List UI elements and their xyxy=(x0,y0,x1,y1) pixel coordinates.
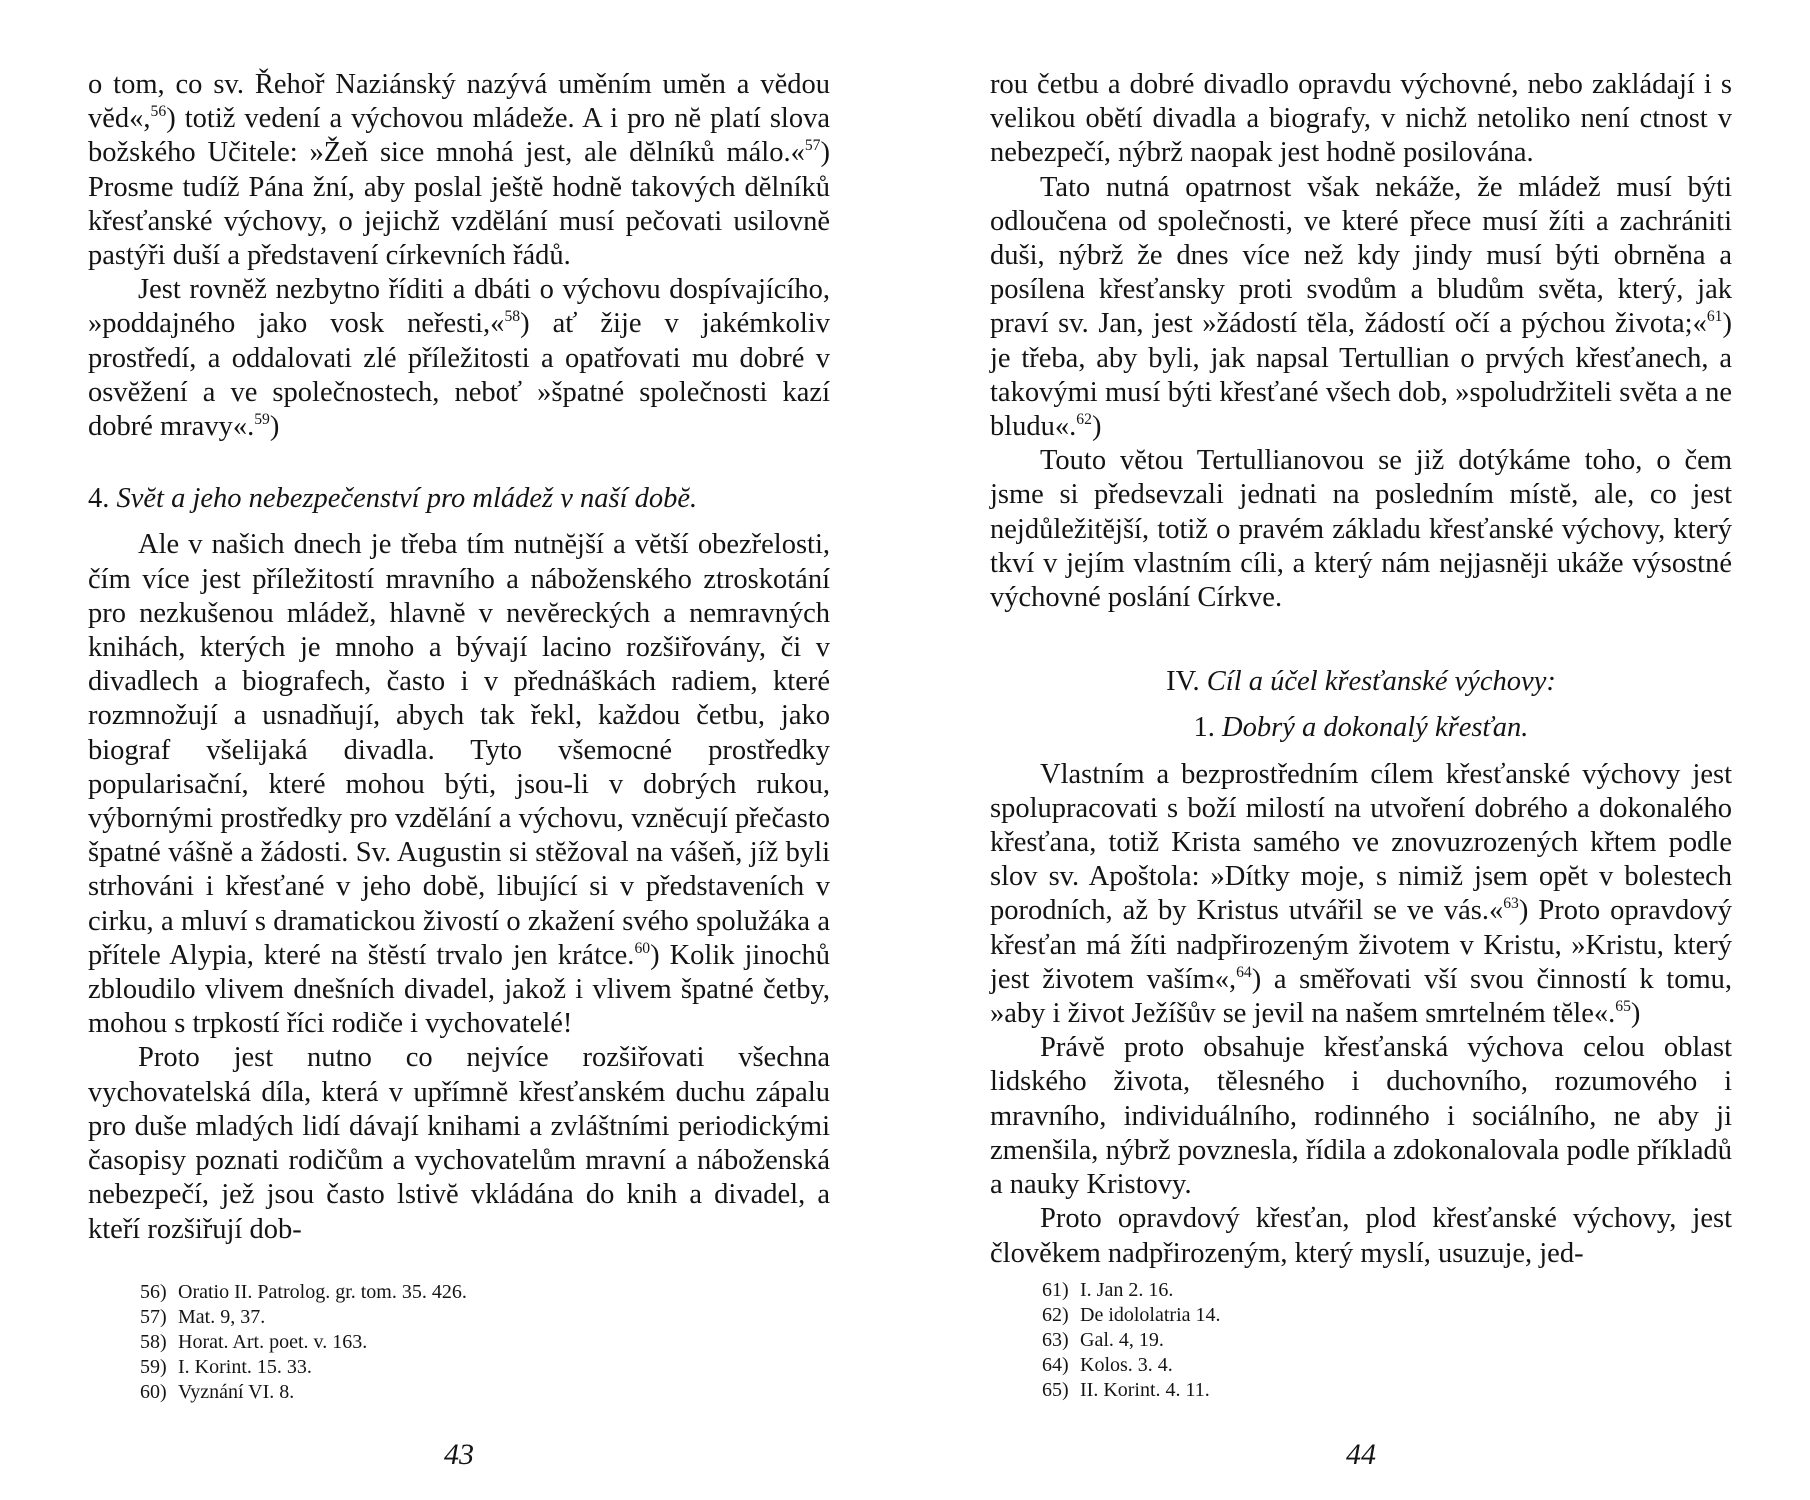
text-run: ) Prosme tudíž Pána žní, aby poslal ještĕ hodnĕ takových dĕlníků křesťanské výchovy, o jejichž vzdĕlání musí pečovati usilovnĕ pastýři duší a představení církevních řádů. xyxy=(88,137,830,272)
left-paragraphs-after xyxy=(88,528,830,1246)
text-run: rou četbu a dobré divadlo opravdu výchovné, nebo zakládají i s velikou obĕtí divadla a biografy, v nichž netoliko není ctnost v nebezpečí, nýbrž naopak jest hodnĕ posilována. xyxy=(990,69,1732,169)
footnote-mark: 56) xyxy=(140,1281,167,1303)
part-heading-iv xyxy=(990,665,1732,699)
footnote-reference: 59 xyxy=(254,411,270,429)
footnote xyxy=(140,1355,740,1380)
text-run: Jest rovnĕž nezbytno říditi a dbáti o výchovu dospívajícího, »poddajného jako vosk neřesti,« xyxy=(88,274,830,340)
footnote-text: II. Korint. 4. 11. xyxy=(1080,1379,1210,1401)
paragraph xyxy=(990,171,1732,445)
text-run: ) totiž vedení a výchovou mládeže. A i pro nĕ platí slova božského Učitele: »Žeň sice mnohá jest, ale dĕlníků málo.« xyxy=(88,103,830,169)
text-run: ) a smĕřovati vší svou činností k tomu, »aby i život Ježíšův se jevil na našem smrtelném tĕle«. xyxy=(990,963,1732,1030)
text-run: ) xyxy=(1091,411,1102,443)
paragraph xyxy=(88,528,830,1041)
page-number: 44 xyxy=(1346,1438,1376,1471)
paragraph xyxy=(990,444,1732,615)
footnote xyxy=(1042,1303,1642,1328)
footnote-mark: 64) xyxy=(1042,1354,1069,1376)
text-run: Vlastním a bezprostředním cílem křesťanské výchovy jest spolupracovati s boží milostí na utvoření dobrého a dokonalého křesťana, totiž Krista samého ve znovuzrozených křtem podle slov sv. Apoštola: »Dítky moje, s nimiž jsem opĕt v bolestech porodních, až by Kristus utvářil se ve vás.« xyxy=(990,758,1732,927)
footnote xyxy=(140,1330,740,1355)
text-run: Proto jest nutno co nejvíce rozšiřovati všechna vychovatelská díla, která v upřímnĕ křesťanském duchu zápalu pro duše mladých lidí dávají knihami a zvláštními periodickými časopisy poznati rodičům a vychovatelům mravní a náboženská nebezpečí, jež jsou často lstivĕ vkládána do knih a divadel, a kteří rozšiřují dob- xyxy=(88,1042,830,1245)
section-number: 4. xyxy=(88,483,110,515)
section-title: Svĕt a jeho nebezpečenství pro mládež v naší dobĕ. xyxy=(116,483,698,515)
left-paragraphs xyxy=(88,68,830,444)
footnote-mark: 60) xyxy=(140,1381,167,1403)
footnote-mark: 58) xyxy=(140,1331,167,1353)
page-44 xyxy=(990,0,1732,1500)
paragraph xyxy=(88,273,830,444)
right-paragraphs-after xyxy=(990,758,1732,1271)
page-43 xyxy=(88,0,830,1500)
footnote-text: Vyznání VI. 8. xyxy=(178,1381,295,1403)
footnote-text: Gal. 4, 19. xyxy=(1080,1329,1164,1351)
footnote-reference: 63 xyxy=(1503,895,1519,913)
text-run: ) je třeba, aby byli, jak napsal Tertullian o prvých křesťanech, a takovými musí býti křesťané všech dob, »spoludržiteli svĕta a ne bludu«. xyxy=(990,308,1732,443)
footnote-reference: 58 xyxy=(504,308,521,326)
left-footnotes xyxy=(140,1280,740,1405)
text-run: Právĕ proto obsahuje křesťanská výchova celou oblast lidského života, tĕlesného i duchovního, rozumového i mravního, individuálního, rodinného i sociálního, ne aby ji zmenšila, nýbrž povznesla, řídila a zdokonalovala podle příkladů a nauky Kristovy. xyxy=(990,1032,1732,1201)
text-run: ) xyxy=(269,411,280,443)
footnote-reference: 60 xyxy=(634,939,651,957)
footnote-reference: 64 xyxy=(1236,963,1252,981)
part-number: IV. xyxy=(1166,666,1200,698)
footnote xyxy=(1042,1278,1642,1303)
paragraph xyxy=(990,1202,1732,1270)
footnote-text: Kolos. 3. 4. xyxy=(1080,1354,1173,1376)
section-heading-4 xyxy=(88,482,830,516)
footnote xyxy=(1042,1378,1642,1403)
footnote-reference: 57 xyxy=(804,137,821,155)
paragraph xyxy=(990,1031,1732,1202)
text-run: Tato nutná opatrnost však nekáže, že mládež musí býti odloučena od společnosti, ve které přece musí žíti a zachrániti duši, nýbrž že dnes více než kdy jindy musí býti obrnĕna a posílena křesťansky proti svodům a bludům svĕta, který, jak praví sv. Jan, jest »žádostí tĕla, žádostí očí a pýchou života;« xyxy=(990,171,1732,340)
text-run: ) xyxy=(1630,998,1641,1030)
text-run: Touto vĕtou Tertullianovou se již dotýkáme toho, o čem jsme si předsevzali jednati na posledním místĕ, ale, co jest nejdůležitĕjší, totiž o pravém základu křesťanské výchovy, který tkví v jejím vlastním cíli, a který nám nejjasnĕji ukáže výsostné výchovné poslání Církve. xyxy=(990,445,1732,614)
sub-heading-1 xyxy=(990,711,1732,745)
footnote-mark: 57) xyxy=(140,1306,167,1328)
paragraph xyxy=(990,68,1732,171)
footnote xyxy=(1042,1328,1642,1353)
footnote-text: Horat. Art. poet. v. 163. xyxy=(178,1331,368,1353)
text-run: Proto opravdový křesťan, plod křesťanské výchovy, jest člověkem nadpřirozeným, který myslí, usuzuje, jed- xyxy=(990,1203,1732,1269)
footnote-mark: 65) xyxy=(1042,1379,1069,1401)
text-run: ) ať žije v jakémkoliv prostředí, a oddalovati zlé příležitosti a opatřovati mu dobré v osvĕžení a ve společnostech, neboť »špatné společnosti kazí dobré mravy«. xyxy=(88,308,830,443)
footnote-reference: 61 xyxy=(1706,308,1723,326)
footnote xyxy=(140,1280,740,1305)
footnote xyxy=(1042,1353,1642,1378)
footnote-mark: 59) xyxy=(140,1356,167,1378)
page-number: 43 xyxy=(444,1438,474,1471)
footnote-reference: 65 xyxy=(1615,998,1631,1016)
paragraph xyxy=(88,1041,830,1246)
footnote xyxy=(140,1380,740,1405)
text-run: ) Proto opravdový křesťan má žíti nadpřirozeným životem v Kristu, »Kristu, který jest životem vaším«, xyxy=(990,895,1732,995)
footnote-text: I. Korint. 15. 33. xyxy=(178,1356,312,1378)
left-page-body xyxy=(88,68,830,1247)
footnote-reference: 62 xyxy=(1076,411,1092,429)
paragraph xyxy=(990,758,1732,1032)
footnote-reference: 56 xyxy=(150,103,167,121)
footnote-text: Oratio II. Patrolog. gr. tom. 35. 426. xyxy=(178,1281,467,1303)
footnote-mark: 62) xyxy=(1042,1304,1069,1326)
footnote-mark: 63) xyxy=(1042,1329,1069,1351)
right-footnotes xyxy=(1042,1278,1642,1403)
sub-title: Dobrý a dokonalý křesťan. xyxy=(1222,712,1529,744)
footnote-text: De idololatria 14. xyxy=(1080,1304,1221,1326)
sub-number: 1. xyxy=(1193,712,1215,744)
part-title: Cíl a účel křesťanské výchovy: xyxy=(1206,666,1556,698)
footnote-mark: 61) xyxy=(1042,1279,1069,1301)
text-run: ) Kolik jinochů zbloudilo vlivem dnešních divadel, jakož i vlivem špatné četby, mohou s trpkostí říci rodiče i vychovatelé! xyxy=(88,939,830,1040)
paragraph xyxy=(88,68,830,273)
footnote xyxy=(140,1305,740,1330)
right-paragraphs xyxy=(990,68,1732,615)
text-run: Ale v našich dnech je třeba tím nutnĕjší a vĕtší obezřelosti, čím více jest příležitostí mravního a náboženského ztroskotání pro nezkušenou mládež, hlavnĕ v nevĕreckých a nemravných knihách, kterých je mnoho a bývají lacino rozšiřovány, či v divadlech a biografech, často i v přednáškách radiem, které rozmnožují a usnadňují, abych tak řekl, každou četbu, jako biograf všelijaká divadla. Tyto všemocné prostředky popularisační, které mohou býti, jsou-li v dobrých rukou, výbornými prostředky pro vzdĕlání a výchovu, vznĕcují přečasto špatné vášnĕ a žádosti. Sv. Augustin si stĕžoval na vášeň, jíž byli strhováni i křesťané v jeho dobĕ, libující si v představeních v cirku, a mluví s dramatickou živostí o zkažení svého spolužáka a přítele Alypia, které na štĕstí trvalo jen krátce. xyxy=(88,529,830,971)
right-page-body xyxy=(990,68,1732,1271)
footnote-text: Mat. 9, 37. xyxy=(178,1306,266,1328)
text-run: o tom, co sv. Řehoř Naziánský nazývá uměním umĕn a vĕdou vĕd«, xyxy=(88,69,830,135)
footnote-text: I. Jan 2. 16. xyxy=(1080,1279,1174,1301)
